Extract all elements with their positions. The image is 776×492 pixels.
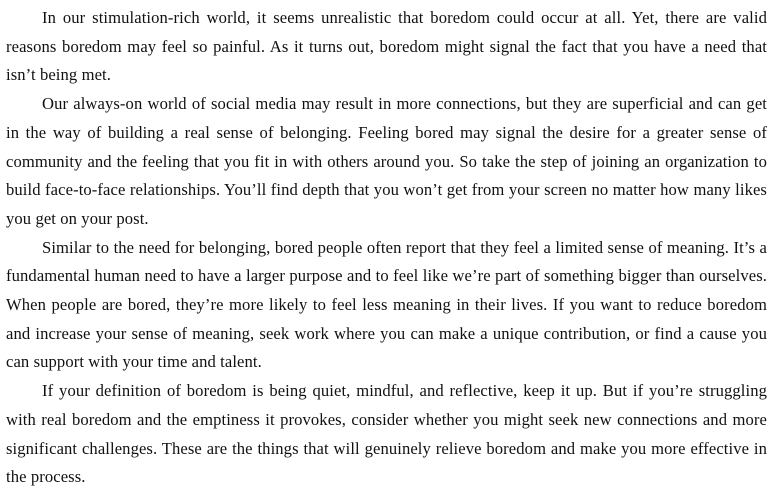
paragraph-2: Our always-on world of social media may result in more connections, but they are superficial and can get in the way of building a real sense of belonging. Feeling bored may signal the desire for a greater sense of community and the feeling that you fit in with others around you. So take the step of joining an organization to build face-to-face relationships. You’ll find depth that you won’t get from your screen no matter how many likes you get on your post. <box>6 94 767 228</box>
paragraph-4: If your definition of boredom is being quiet, mindful, and reflective, keep it up. But if you’re struggling with real boredom and the emptiness it provokes, consider whether you might seek new connections and more significant challenges. These are the things that will genuinely relieve boredom and make you more effective in the process. <box>6 381 767 487</box>
paragraph-1: In our stimulation-rich world, it seems unrealistic that boredom could occur at all. Yet, there are valid reasons boredom may feel so painful. As it turns out, boredom might signal the fact that you have a need that isn’t being met. <box>6 8 767 85</box>
paragraph-3: Similar to the need for belonging, bored people often report that they feel a limited sense of meaning. It’s a fundamental human need to have a larger purpose and to feel like we’re part of something bigger than ourselves. When people are bored, they’re more likely to feel less meaning in their lives. If you want to reduce boredom and increase your sense of meaning, seek work where you can make a unique contribution, or find a cause you can support with your time and talent. <box>6 237 767 372</box>
